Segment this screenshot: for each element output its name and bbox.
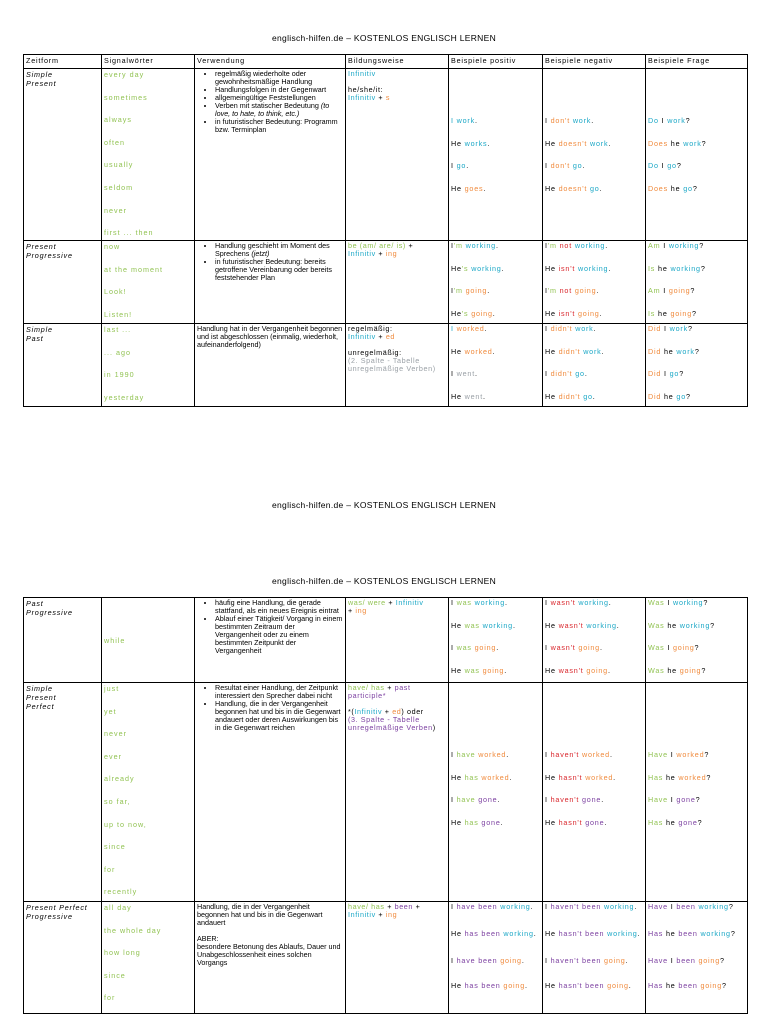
examples-question: Was I working? Was he working? Was I going? Was he going? [646, 598, 748, 683]
formation: Infinitiv he/she/it: Infinitiv + s [346, 69, 449, 241]
column-header: Beispiele Frage [646, 55, 748, 69]
formation: be (am/ are/ is) + Infinitiv + ing [346, 241, 449, 324]
usage: Handlung, die in der Vergangenheit begonnen hat und bis in die Gegenwart andauert ABER: besondere Betonung des Ablaufs, Dauer und Unabgeschlossenheit eines solchen Vorgangs [195, 902, 346, 1014]
table-row [24, 598, 748, 683]
page-header: englisch-hilfen.de – KOSTENLOS ENGLISCH LERNEN [271, 576, 497, 586]
formation: was/ were + Infinitiv + ing [346, 598, 449, 683]
examples-negative: I wasn't working. He wasn't working. I wasn't going. He wasn't going. [543, 598, 646, 683]
tense-name: Simple Past [24, 324, 102, 407]
tense-table [23, 597, 748, 1014]
examples-negative: I haven't been working. He hasn't been working. I haven't been going. He hasn't been going. [543, 902, 646, 1014]
formation: regelmäßig: Infinitiv + ed unregelmäßig: (2. Spalte - Tabelle unregelmäßige Verben) [346, 324, 449, 407]
column-header: Bildungsweise [346, 55, 449, 69]
examples-question: Did I work? Did he work? Did I go? Did he go? [646, 324, 748, 407]
examples-question: Have I been working? Has he been working? Have I been going? Has he been going? [646, 902, 748, 1014]
column-header: Verwendung [195, 55, 346, 69]
signal-words: now at the moment Look! Listen! [102, 241, 195, 324]
column-header: Beispiele positiv [449, 55, 543, 69]
examples-negative: I don't work. He doesn't work. I don't go. He doesn't go. [543, 69, 646, 241]
examples-negative: I haven't worked. He hasn't worked. I haven't gone. He hasn't gone. [543, 683, 646, 902]
usage: • Resultat einer Handlung, der Zeitpunkt interessiert den Sprecher dabei nicht • Handlung, die in der Vergangenheit begonnen hat und bis in die Gegenwart andauert oder deren Auswirkungen bis in die Gegenwart reichen [195, 683, 346, 902]
usage: Handlung hat in der Vergangenheit begonnen und ist abgeschlossen (einmalig, wiederholt, aufeinanderfolgend) [195, 324, 346, 407]
signal-words: while [102, 598, 195, 683]
tense-table [23, 54, 748, 407]
usage: • Handlung geschieht im Moment des Sprechens (jetzt) • in futuristischer Bedeutung: bereits getroffene Vereinbarung oder bereits feststehender Plan [195, 241, 346, 324]
table-row [24, 683, 748, 902]
tense-name: Simple Present Perfect [24, 683, 102, 902]
examples-positive: I have worked. He has worked. I have gone. He has gone. [449, 683, 543, 902]
table-row [24, 69, 748, 241]
formation: have/ has + past participle* *(Infinitiv + ed) oder (3. Spalte - Tabelle unregelmäßige Verben) [346, 683, 449, 902]
tense-name: Present Perfect Progressive [24, 902, 102, 1014]
column-header: Beispiele negativ [543, 55, 646, 69]
examples-negative: I didn't work. He didn't work. I didn't go. He didn't go. [543, 324, 646, 407]
column-header: Zeitform [24, 55, 102, 69]
examples-positive: I work. He works. I go. He goes. [449, 69, 543, 241]
table-row [24, 241, 748, 324]
examples-positive: I was working. He was working. I was going. He was going. [449, 598, 543, 683]
tense-name: Simple Present [24, 69, 102, 241]
usage: • häufig eine Handlung, die gerade stattfand, als ein neues Ereignis eintrat • Ablauf einer Tätigkeit/ Vorgang in einem bestimmten Zeitraum der Vergangenheit oder zu einem bestimmten Zeitpunkt der Vergangenheit [195, 598, 346, 683]
examples-positive: I'm working. He's working. I'm going. He's going. [449, 241, 543, 324]
table-row [24, 324, 748, 407]
examples-positive: I worked. He worked. I went. He went. [449, 324, 543, 407]
examples-negative: I'm not working. He isn't working. I'm not going. He isn't going. [543, 241, 646, 324]
header-row [24, 55, 748, 69]
examples-question: Have I worked? Has he worked? Have I gone? Has he gone? [646, 683, 748, 902]
page-header: englisch-hilfen.de – KOSTENLOS ENGLISCH LERNEN [271, 500, 497, 510]
signal-words: all day the whole day how long since for [102, 902, 195, 1014]
tense-name: Past Progressive [24, 598, 102, 683]
signal-words: last ... ... ago in 1990 yesterday [102, 324, 195, 407]
signal-words: just yet never ever already so far, up to now, since for recently [102, 683, 195, 902]
table-row [24, 902, 748, 1014]
examples-question: Am I working? Is he working? Am I going? Is he going? [646, 241, 748, 324]
formation: have/ has + been + Infinitiv + ing [346, 902, 449, 1014]
signal-words: every day sometimes always often usually seldom never first ... then [102, 69, 195, 241]
tense-name: Present Progressive [24, 241, 102, 324]
examples-question: Do I work? Does he work? Do I go? Does he go? [646, 69, 748, 241]
usage: • regelmäßig wiederholte oder gewohnheitsmäßige Handlung • Handlungsfolgen in der Gegenwart • allgemeingültige Feststellungen • Verben mit statischer Bedeutung (to love, to hate, to think, etc.) • in futuristischer Bedeutung: Programm bzw. Terminplan [195, 69, 346, 241]
column-header: Signalwörter [102, 55, 195, 69]
examples-positive: I have been working. He has been working. I have been going. He has been going. [449, 902, 543, 1014]
page-header: englisch-hilfen.de – KOSTENLOS ENGLISCH LERNEN [271, 33, 497, 43]
